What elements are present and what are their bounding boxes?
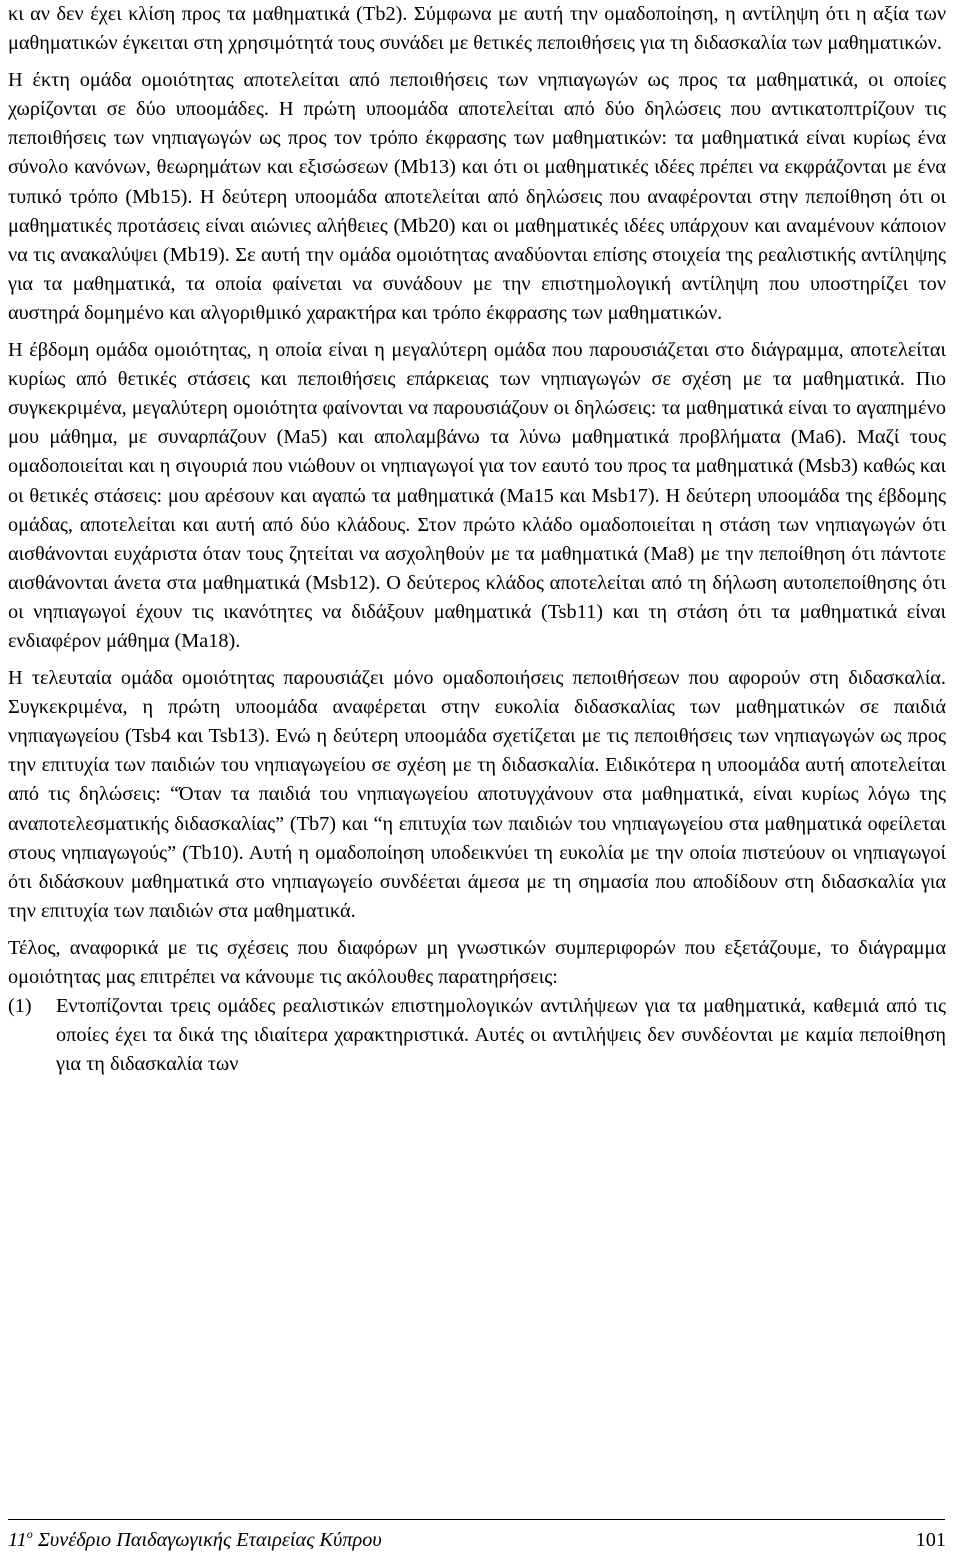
paragraph-last-group: Η τελευταία ομάδα ομοιότητας παρουσιάζει μόνο ομαδοποιήσεις πεποιθήσεων που αφορούν στη διδασκαλία. Συγκεκριμένα, η πρώτη υποομάδα αναφέρεται στην ευκολία διδασκαλίας των μαθηματικών σε παιδιά νηπιαγωγείου (Tsb4 και Tsb13). Ενώ η δεύτερη υποομάδα σχετίζεται με τις πεποιθήσεις των νηπιαγωγών ως προς την επιτυχία των παιδιών του νηπιαγωγείου σε σχέση με τη διδασκαλία. Ειδικότερα η υποομάδα αυτή αποτελείται από τις δηλώσεις: “Όταν τα παιδιά του νηπιαγωγείου αποτυγχάνουν στα μαθηματικά, είναι κυρίως λόγω της αναποτελεσματικής διδασκαλίας” (Tb7) και “η επιτυχία των παιδιών του νηπιαγωγείου στα μαθηματικά οφείλεται στους νηπιαγωγούς” (Tb10). Αυτή η ομαδοποίηση υποδεικνύει τη ευκολία με την οποία πιστεύουν οι νηπιαγωγοί ότι διδάσκουν μαθηματικά στο νηπιαγωγείο συνδέεται άμεσα με τη σημασία που αποδίδουν στη διδασκαλία για την επιτυχία των παιδιών στα μαθηματικά. — [8, 667, 946, 922]
body-text — [8, 0, 946, 1079]
paragraph-seventh-group: Η έβδομη ομάδα ομοιότητας, η οποία είναι η μεγαλύτερη ομάδα που παρουσιάζεται στο διάγραμμα, αποτελείται κυρίως από θετικές στάσεις και πεποιθήσεις επάρκειας των νηπιαγωγών σε σχέση με τα μαθηματικά. Πιο συγκεκριμένα, μεγαλύτερη ομοιότητα φαίνονται να παρουσιάζουν οι δηλώσεις: τα μαθηματικά είναι το αγαπημένο μου μάθημα, με συναρπάζουν (Ma5) και απολαμβάνω τα λύνω μαθηματικά προβλήματα (Ma6). Μαζί τους ομαδοποιείται και η σιγουριά που νιώθουν οι νηπιαγωγοί για τον εαυτό του προς τα μαθηματικά (Msb3) καθώς και οι θετικές στάσεις: μου αρέσουν και αγαπώ τα μαθηματικά (Ma15 και Msb17). Η δεύτερη υποομάδα της έβδομης ομάδας, αποτελείται και αυτή από δύο κλάδους. Στον πρώτο κλάδο ομαδοποιείται η στάση των νηπιαγωγών ότι αισθάνονται ευχάριστα όταν τους ζητείται να ασχοληθούν με τα μαθηματικά (Ma8) με την πεποίθηση ότι πάντοτε αισθάνονται άνετα στα μαθηματικά (Msb12). Ο δεύτερος κλάδος αποτελείται από τη δήλωση αυτοπεποίθησης ότι οι νηπιαγωγοί έχουν τις ικανότητες να διδάξουν μαθηματικά (Tsb11) και τη στάση ότι τα μαθηματικά είναι ενδιαφέρον μάθημα (Ma18). — [8, 339, 946, 652]
list-item — [8, 992, 946, 1079]
paragraph-sixth-group: Η έκτη ομάδα ομοιότητας αποτελείται από πεποιθήσεις των νηπιαγωγών ως προς τα μαθηματικά, οι οποίες χωρίζονται σε δύο υποομάδες. Η πρώτη υποομάδα αποτελείται από δύο δηλώσεις που αντικατοπτρίζουν τις πεποιθήσεις των νηπιαγωγών ως προς τον τρόπο έκφρασης των μαθηματικών: τα μαθηματικά είναι κυρίως ένα σύνολο κανόνων, θεωρημάτων και εξισώσεων (Mb13) και ότι οι μαθηματικές ιδέες πρέπει να εκφράζονται με ένα τυπικό τρόπο (Mb15). Η δεύτερη υποομάδα αποτελείται από δηλώσεις που αναφέρονται στην πεποίθηση ότι οι μαθηματικές προτάσεις είναι αιώνιες αλήθειες (Mb20) και οι μαθηματικές ιδέες υπάρχουν και αναμένουν κάποιον να τις ανακαλύψει (Mb19). Σε αυτή την ομάδα ομοιότητας αναδύονται επίσης στοιχεία της ρεαλιστικής αντίληψης για τα μαθηματικά, τα οποία φαίνεται να συνάδουν με την επιστημολογική αντίληψη που υποστηρίζει τον αυστηρά δομημένο και αλγοριθμικό χαρακτήρα και τρόπο έκφρασης των μαθηματικών. — [8, 69, 946, 324]
footer-conference-title — [8, 1526, 382, 1555]
paragraph-continuation: κι αν δεν έχει κλίση προς τα μαθηματικά (Tb2). Σύμφωνα με αυτή την ομαδοποίηση, η αντίληψη ότι η αξία των μαθηματικών έγκειται στη χρησιμότητά τους συνάδει με θετικές πεποιθήσεις για τη διδασκαλία των μαθηματικών. — [8, 3, 946, 55]
footer-divider — [8, 1519, 945, 1520]
footer-ordinal-superscript: ο — [26, 1527, 33, 1541]
list-item-text: Εντοπίζονται τρεις ομάδες ρεαλιστικών επιστημολογικών αντιλήψεων για τα μαθηματικά, καθεμιά από τις οποίες έχει τα δικά της ιδιαίτερα χαρακτηριστικά. Αυτές οι αντιλήψεις δεν συνδέονται με καμία πεποίθηση για τη διδασκαλία των — [56, 995, 946, 1076]
footer-conference-name: Συνέδριο Παιδαγωγικής Εταιρείας Κύπρου — [37, 1529, 382, 1551]
page-number: 101 — [915, 1529, 946, 1551]
list-marker: (1) — [8, 995, 32, 1018]
footer-conference-number: 11 — [8, 1529, 27, 1551]
paragraph-conclusions: Τέλος, αναφορικά με τις σχέσεις που διαφόρων μη γνωστικών συμπεριφορών που εξετάζουμε, το διάγραμμα ομοιότητας μας επιτρέπει να κάνουμε τις ακόλουθες παρατηρήσεις: — [8, 936, 946, 988]
